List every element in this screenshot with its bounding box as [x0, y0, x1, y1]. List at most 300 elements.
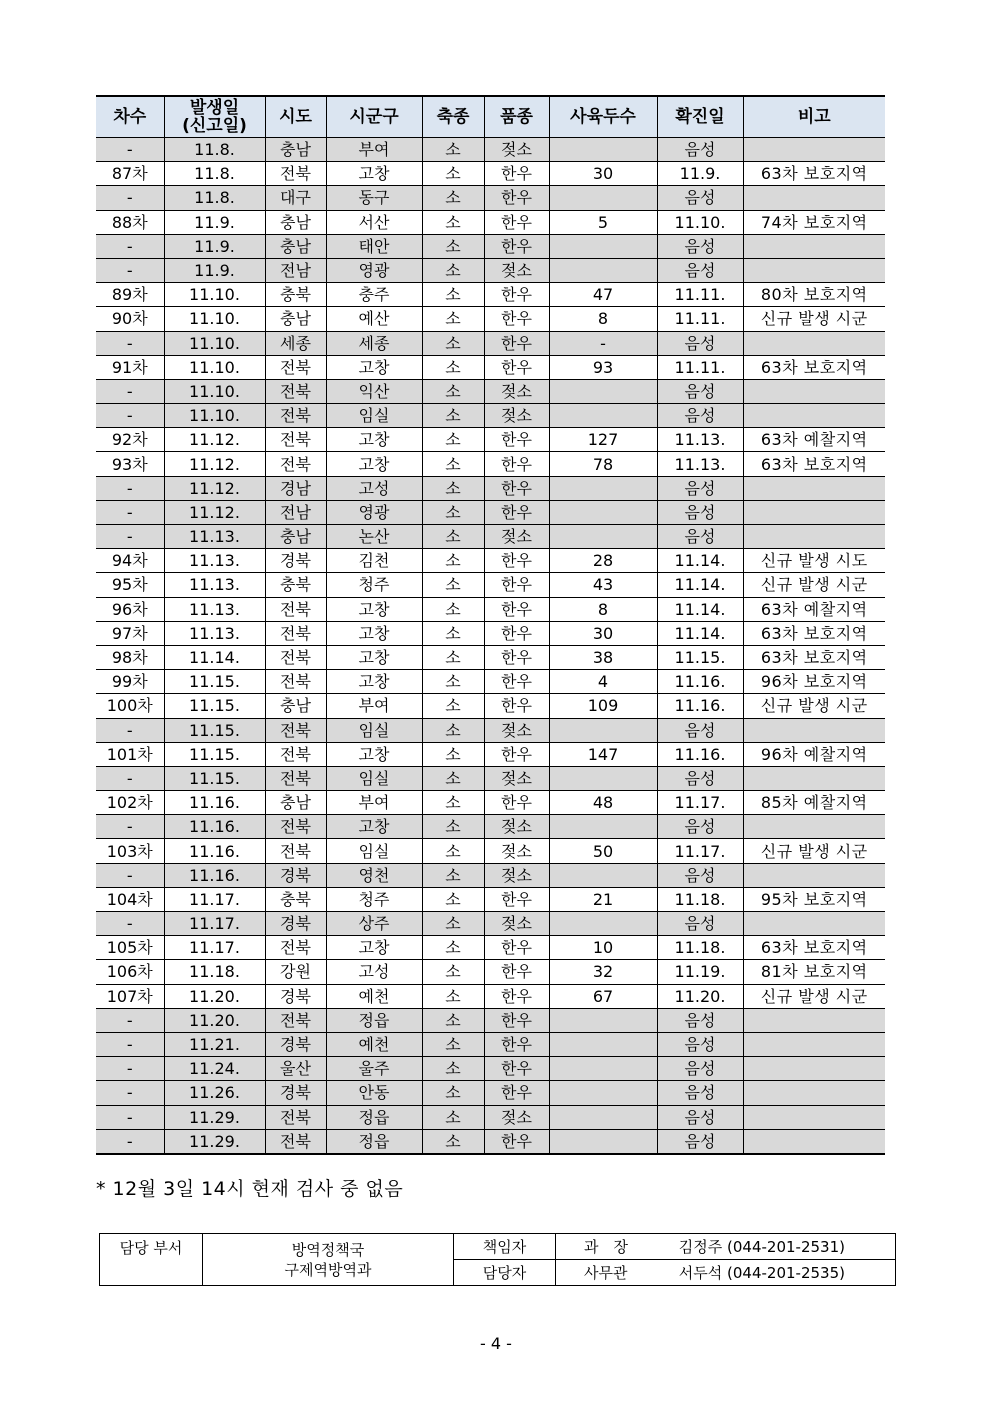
confirm-date-cell: 음성	[657, 379, 743, 403]
species-cell: 소	[422, 573, 484, 597]
header-cell: 비고	[743, 96, 885, 138]
province-cell: 전북	[265, 379, 326, 403]
headcount-cell: 93	[549, 355, 657, 379]
round-cell: 88차	[96, 210, 164, 234]
note-cell: 신규 발생 시군	[743, 984, 885, 1008]
round-cell: -	[96, 912, 164, 936]
confirm-date-cell: 음성	[657, 500, 743, 524]
district-cell: 고창	[326, 621, 422, 645]
species-cell: 소	[422, 404, 484, 428]
breed-cell: 젖소	[484, 404, 549, 428]
breed-cell: 한우	[484, 355, 549, 379]
note-cell: 63차 보호지역	[743, 645, 885, 669]
species-cell: 소	[422, 597, 484, 621]
headcount-cell	[549, 1057, 657, 1081]
province-cell: 전북	[265, 1129, 326, 1154]
district-cell: 고창	[326, 670, 422, 694]
province-cell: 전남	[265, 258, 326, 282]
species-cell: 소	[422, 887, 484, 911]
headcount-cell	[549, 1081, 657, 1105]
breed-cell: 젖소	[484, 815, 549, 839]
date-cell: 11.13.	[164, 621, 265, 645]
confirm-date-cell: 음성	[657, 234, 743, 258]
note-cell	[743, 258, 885, 282]
date-cell: 11.10.	[164, 355, 265, 379]
date-cell: 11.17.	[164, 912, 265, 936]
date-cell: 11.26.	[164, 1081, 265, 1105]
headcount-cell: 67	[549, 984, 657, 1008]
district-cell: 임실	[326, 766, 422, 790]
confirm-date-cell: 11.16.	[657, 670, 743, 694]
note-cell	[743, 331, 885, 355]
round-cell: 91차	[96, 355, 164, 379]
headcount-cell: 4	[549, 670, 657, 694]
headcount-cell: 32	[549, 960, 657, 984]
species-cell: 소	[422, 283, 484, 307]
district-cell: 예천	[326, 1032, 422, 1056]
province-cell: 전북	[265, 670, 326, 694]
province-cell: 충남	[265, 694, 326, 718]
date-cell: 11.10.	[164, 379, 265, 403]
district-cell: 익산	[326, 379, 422, 403]
confirm-date-cell: 음성	[657, 476, 743, 500]
dept-name	[203, 1234, 454, 1286]
note-cell: 63차 보호지역	[743, 355, 885, 379]
table-row	[96, 331, 885, 355]
table-row	[96, 984, 885, 1008]
confirm-date-cell: 11.13.	[657, 452, 743, 476]
headcount-cell: 109	[549, 694, 657, 718]
breed-cell: 한우	[484, 452, 549, 476]
round-cell: 96차	[96, 597, 164, 621]
district-cell: 청주	[326, 573, 422, 597]
outbreak-table	[96, 95, 885, 1155]
district-cell: 충주	[326, 283, 422, 307]
round-cell: -	[96, 1032, 164, 1056]
confirm-date-cell: 음성	[657, 138, 743, 162]
date-cell: 11.29.	[164, 1105, 265, 1129]
breed-cell: 한우	[484, 791, 549, 815]
note-cell	[743, 1129, 885, 1154]
headcount-cell	[549, 1129, 657, 1154]
header-cell: 확진일	[657, 96, 743, 138]
district-cell: 고성	[326, 960, 422, 984]
date-cell: 11.10.	[164, 331, 265, 355]
round-cell: -	[96, 258, 164, 282]
table-row	[96, 670, 885, 694]
round-cell: 107차	[96, 984, 164, 1008]
headcount-cell	[549, 379, 657, 403]
round-cell: -	[96, 186, 164, 210]
date-cell: 11.18.	[164, 960, 265, 984]
breed-cell: 한우	[484, 742, 549, 766]
round-cell: -	[96, 500, 164, 524]
table-row	[96, 597, 885, 621]
headcount-cell: 127	[549, 428, 657, 452]
province-cell: 대구	[265, 186, 326, 210]
species-cell: 소	[422, 718, 484, 742]
breed-cell: 한우	[484, 210, 549, 234]
district-cell: 청주	[326, 887, 422, 911]
district-cell: 김천	[326, 549, 422, 573]
staff-contact	[556, 1260, 896, 1286]
species-cell: 소	[422, 525, 484, 549]
round-cell: 94차	[96, 549, 164, 573]
province-cell: 경북	[265, 1081, 326, 1105]
species-cell: 소	[422, 210, 484, 234]
date-cell: 11.10.	[164, 307, 265, 331]
species-cell: 소	[422, 379, 484, 403]
header-cell: 사육두수	[549, 96, 657, 138]
confirm-date-cell: 음성	[657, 766, 743, 790]
note-cell	[743, 1008, 885, 1032]
round-cell: -	[96, 1008, 164, 1032]
species-cell: 소	[422, 234, 484, 258]
district-cell: 고창	[326, 597, 422, 621]
headcount-cell	[549, 186, 657, 210]
breed-cell: 젖소	[484, 839, 549, 863]
manager-contact	[556, 1234, 896, 1260]
note-cell	[743, 1032, 885, 1056]
table-row	[96, 258, 885, 282]
province-cell: 전북	[265, 404, 326, 428]
province-cell: 전북	[265, 936, 326, 960]
confirm-date-cell: 11.10.	[657, 210, 743, 234]
species-cell: 소	[422, 162, 484, 186]
headcount-cell	[549, 234, 657, 258]
note-cell: 신규 발생 시군	[743, 839, 885, 863]
breed-cell: 한우	[484, 476, 549, 500]
species-cell: 소	[422, 766, 484, 790]
round-cell: 87차	[96, 162, 164, 186]
confirm-date-cell: 음성	[657, 863, 743, 887]
breed-cell: 한우	[484, 984, 549, 1008]
species-cell: 소	[422, 1081, 484, 1105]
headcount-cell	[549, 815, 657, 839]
species-cell: 소	[422, 621, 484, 645]
table-row	[96, 887, 885, 911]
note-cell: 74차 보호지역	[743, 210, 885, 234]
species-cell: 소	[422, 186, 484, 210]
headcount-cell	[549, 525, 657, 549]
note-cell: 80차 보호지역	[743, 283, 885, 307]
province-cell: 전북	[265, 815, 326, 839]
headcount-cell	[549, 863, 657, 887]
table-row	[96, 1008, 885, 1032]
district-cell: 임실	[326, 718, 422, 742]
table-row	[96, 742, 885, 766]
date-cell: 11.9.	[164, 258, 265, 282]
breed-cell: 한우	[484, 428, 549, 452]
table-row	[96, 815, 885, 839]
breed-cell: 젖소	[484, 1105, 549, 1129]
species-cell: 소	[422, 500, 484, 524]
table-row	[96, 960, 885, 984]
headcount-cell: 30	[549, 162, 657, 186]
breed-cell: 젖소	[484, 766, 549, 790]
province-cell: 충남	[265, 307, 326, 331]
species-cell: 소	[422, 331, 484, 355]
province-cell: 충북	[265, 573, 326, 597]
province-cell: 전북	[265, 452, 326, 476]
headcount-cell: 8	[549, 307, 657, 331]
round-cell: -	[96, 525, 164, 549]
note-cell	[743, 186, 885, 210]
note-cell: 95차 보호지역	[743, 887, 885, 911]
date-cell: 11.21.	[164, 1032, 265, 1056]
province-cell: 충남	[265, 234, 326, 258]
breed-cell: 한우	[484, 234, 549, 258]
province-cell: 전북	[265, 621, 326, 645]
date-cell: 11.13.	[164, 573, 265, 597]
manager-title: 과 장	[584, 1237, 628, 1256]
table-row	[96, 621, 885, 645]
confirm-date-cell: 11.9.	[657, 162, 743, 186]
table-row	[96, 476, 885, 500]
confirm-date-cell: 11.16.	[657, 742, 743, 766]
confirm-date-cell: 음성	[657, 815, 743, 839]
district-cell: 영광	[326, 258, 422, 282]
headcount-cell: 47	[549, 283, 657, 307]
confirm-date-cell: 음성	[657, 258, 743, 282]
district-cell: 임실	[326, 839, 422, 863]
province-cell: 전북	[265, 1008, 326, 1032]
breed-cell: 한우	[484, 283, 549, 307]
species-cell: 소	[422, 694, 484, 718]
breed-cell: 한우	[484, 960, 549, 984]
round-cell: -	[96, 331, 164, 355]
province-cell: 전북	[265, 355, 326, 379]
confirm-date-cell: 11.11.	[657, 283, 743, 307]
note-cell: 63차 보호지역	[743, 621, 885, 645]
district-cell: 고창	[326, 355, 422, 379]
province-cell: 충북	[265, 283, 326, 307]
province-cell: 전북	[265, 162, 326, 186]
breed-cell: 한우	[484, 186, 549, 210]
district-cell: 동구	[326, 186, 422, 210]
breed-cell: 한우	[484, 1081, 549, 1105]
note-cell: 96차 보호지역	[743, 670, 885, 694]
date-cell: 11.16.	[164, 791, 265, 815]
confirm-date-cell: 음성	[657, 718, 743, 742]
note-cell	[743, 766, 885, 790]
date-cell: 11.17.	[164, 936, 265, 960]
province-cell: 전북	[265, 597, 326, 621]
table-row	[96, 404, 885, 428]
province-cell: 강원	[265, 960, 326, 984]
species-cell: 소	[422, 1105, 484, 1129]
headcount-cell: 147	[549, 742, 657, 766]
district-cell: 정읍	[326, 1008, 422, 1032]
headcount-cell: 5	[549, 210, 657, 234]
confirm-date-cell: 음성	[657, 186, 743, 210]
table-row	[96, 863, 885, 887]
breed-cell: 젖소	[484, 912, 549, 936]
breed-cell: 한우	[484, 597, 549, 621]
confirm-date-cell: 음성	[657, 331, 743, 355]
province-cell: 충남	[265, 138, 326, 162]
district-cell: 정읍	[326, 1105, 422, 1129]
species-cell: 소	[422, 307, 484, 331]
table-header-row	[96, 96, 885, 138]
district-cell: 태안	[326, 234, 422, 258]
species-cell: 소	[422, 258, 484, 282]
breed-cell: 한우	[484, 331, 549, 355]
staff-name-phone: 서두석 (044-201-2535)	[678, 1263, 845, 1282]
date-cell: 11.24.	[164, 1057, 265, 1081]
breed-cell: 한우	[484, 307, 549, 331]
confirm-date-cell: 11.14.	[657, 549, 743, 573]
species-cell: 소	[422, 960, 484, 984]
breed-cell: 젖소	[484, 138, 549, 162]
headcount-cell: 43	[549, 573, 657, 597]
round-cell: 95차	[96, 573, 164, 597]
province-cell: 충남	[265, 525, 326, 549]
table-row	[96, 645, 885, 669]
district-cell: 부여	[326, 791, 422, 815]
species-cell: 소	[422, 1057, 484, 1081]
district-cell: 영천	[326, 863, 422, 887]
district-cell: 부여	[326, 138, 422, 162]
headcount-cell	[549, 718, 657, 742]
species-cell: 소	[422, 815, 484, 839]
province-cell: 전북	[265, 428, 326, 452]
header-cell: 차수	[96, 96, 164, 138]
headcount-cell: 21	[549, 887, 657, 911]
round-cell: 98차	[96, 645, 164, 669]
table-row	[96, 210, 885, 234]
dept-name-line2: 구제역방역과	[284, 1260, 372, 1279]
date-cell: 11.16.	[164, 839, 265, 863]
date-cell: 11.9.	[164, 234, 265, 258]
table-row	[96, 283, 885, 307]
district-cell: 정읍	[326, 1129, 422, 1154]
district-cell: 부여	[326, 694, 422, 718]
note-cell	[743, 525, 885, 549]
round-cell: 103차	[96, 839, 164, 863]
breed-cell: 젖소	[484, 863, 549, 887]
species-cell: 소	[422, 355, 484, 379]
district-cell: 영광	[326, 500, 422, 524]
district-cell: 고창	[326, 452, 422, 476]
breed-cell: 한우	[484, 670, 549, 694]
round-cell: 99차	[96, 670, 164, 694]
round-cell: 90차	[96, 307, 164, 331]
round-cell: -	[96, 1129, 164, 1154]
table-row	[96, 573, 885, 597]
note-cell: 85차 예찰지역	[743, 791, 885, 815]
note-cell	[743, 379, 885, 403]
species-cell: 소	[422, 1129, 484, 1154]
confirm-date-cell: 11.18.	[657, 936, 743, 960]
table-row	[96, 234, 885, 258]
table-row	[96, 1129, 885, 1154]
province-cell: 경북	[265, 549, 326, 573]
species-cell: 소	[422, 549, 484, 573]
table-row	[96, 912, 885, 936]
district-cell: 고창	[326, 815, 422, 839]
district-cell: 고창	[326, 936, 422, 960]
table-row	[96, 138, 885, 162]
breed-cell: 한우	[484, 887, 549, 911]
breed-cell: 한우	[484, 1057, 549, 1081]
table-row	[96, 718, 885, 742]
date-cell: 11.12.	[164, 452, 265, 476]
headcount-cell	[549, 500, 657, 524]
breed-cell: 한우	[484, 549, 549, 573]
note-cell: 63차 예찰지역	[743, 597, 885, 621]
province-cell: 울산	[265, 1057, 326, 1081]
species-cell: 소	[422, 1032, 484, 1056]
species-cell: 소	[422, 645, 484, 669]
header-cell: 축종	[422, 96, 484, 138]
date-cell: 11.20.	[164, 1008, 265, 1032]
note-cell: 신규 발생 시군	[743, 573, 885, 597]
headcount-cell	[549, 1032, 657, 1056]
dept-label: 담당 부서	[100, 1234, 203, 1286]
breed-cell: 한우	[484, 936, 549, 960]
date-cell: 11.29.	[164, 1129, 265, 1154]
round-cell: -	[96, 863, 164, 887]
role-staff: 담당자	[454, 1260, 556, 1286]
note-cell	[743, 1057, 885, 1081]
species-cell: 소	[422, 138, 484, 162]
district-cell: 세종	[326, 331, 422, 355]
date-cell: 11.20.	[164, 984, 265, 1008]
species-cell: 소	[422, 936, 484, 960]
province-cell: 전북	[265, 645, 326, 669]
table-row	[96, 1057, 885, 1081]
date-cell: 11.14.	[164, 645, 265, 669]
confirm-date-cell: 11.17.	[657, 839, 743, 863]
species-cell: 소	[422, 670, 484, 694]
confirm-date-cell: 11.14.	[657, 573, 743, 597]
province-cell: 경북	[265, 1032, 326, 1056]
round-cell: 100차	[96, 694, 164, 718]
table-row	[96, 766, 885, 790]
breed-cell: 한우	[484, 162, 549, 186]
breed-cell: 한우	[484, 1008, 549, 1032]
district-cell: 예산	[326, 307, 422, 331]
page-number: - 4 -	[480, 1334, 512, 1353]
species-cell: 소	[422, 1008, 484, 1032]
date-cell: 11.9.	[164, 210, 265, 234]
round-cell: -	[96, 476, 164, 500]
breed-cell: 젖소	[484, 718, 549, 742]
note-cell	[743, 815, 885, 839]
district-cell: 고창	[326, 742, 422, 766]
table-row	[96, 500, 885, 524]
confirm-date-cell: 음성	[657, 1032, 743, 1056]
date-cell: 11.16.	[164, 863, 265, 887]
note-cell: 81차 보호지역	[743, 960, 885, 984]
breed-cell: 한우	[484, 500, 549, 524]
species-cell: 소	[422, 476, 484, 500]
round-cell: -	[96, 404, 164, 428]
province-cell: 전남	[265, 500, 326, 524]
date-cell: 11.8.	[164, 138, 265, 162]
note-cell	[743, 912, 885, 936]
headcount-cell	[549, 766, 657, 790]
province-cell: 경북	[265, 863, 326, 887]
note-cell	[743, 863, 885, 887]
header-cell: 품종	[484, 96, 549, 138]
confirm-date-cell: 11.14.	[657, 597, 743, 621]
breed-cell: 젖소	[484, 379, 549, 403]
province-cell: 충북	[265, 887, 326, 911]
date-cell: 11.12.	[164, 428, 265, 452]
breed-cell: 한우	[484, 694, 549, 718]
